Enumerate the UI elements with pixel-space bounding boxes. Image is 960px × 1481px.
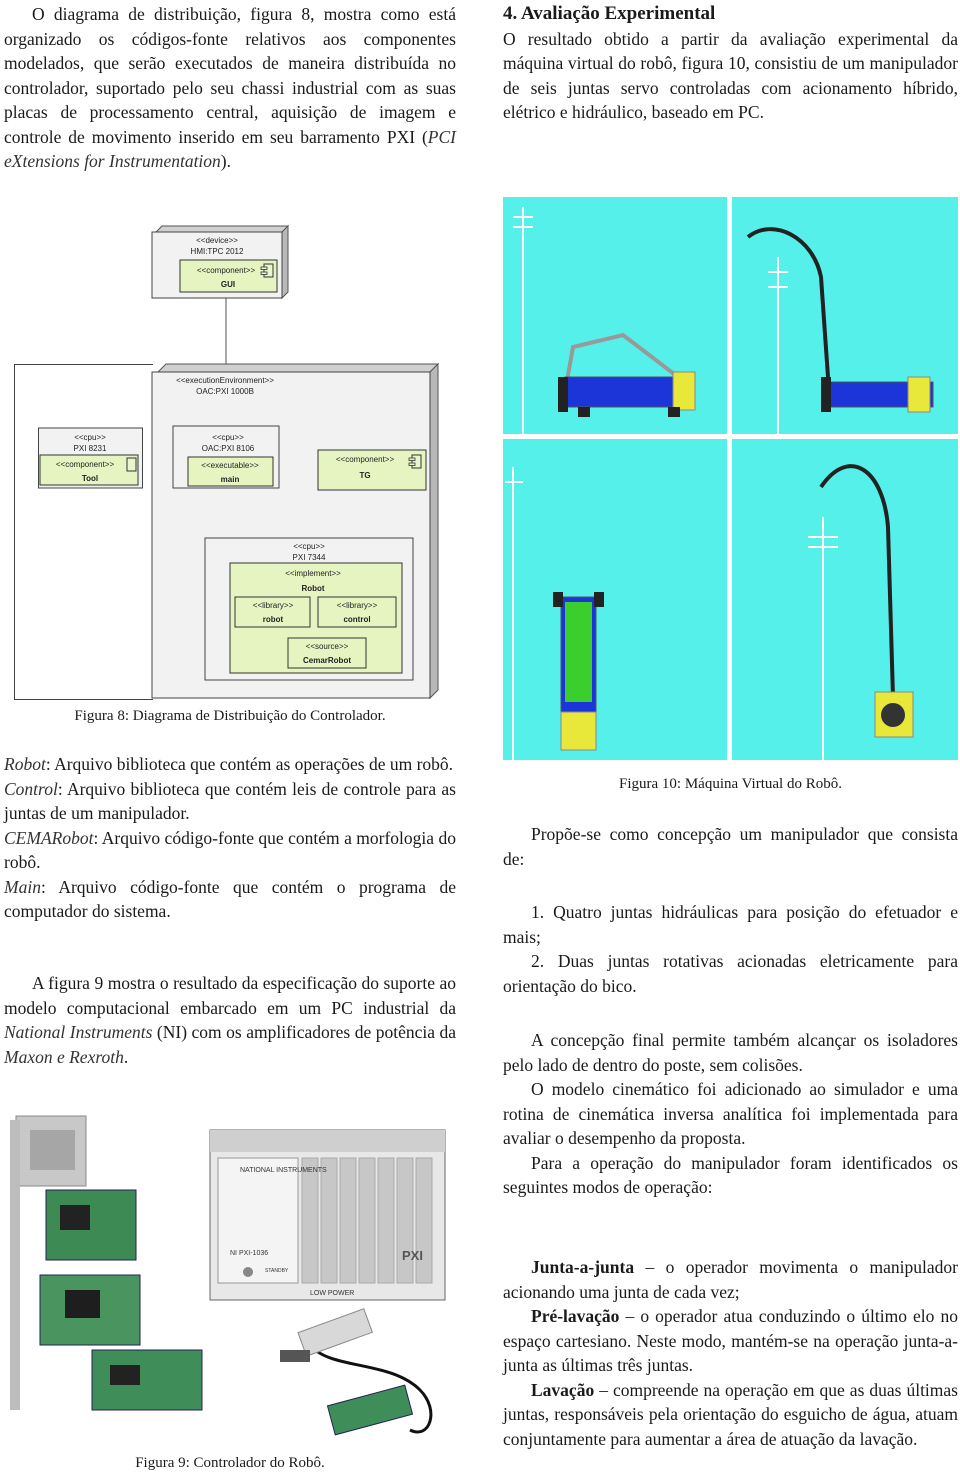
svg-text:<<library>>: <<library>> xyxy=(336,601,378,610)
device-stereo: <<device>> xyxy=(196,236,238,245)
svg-text:<<implement>>: <<implement>> xyxy=(285,569,341,578)
svg-text:LOW POWER: LOW POWER xyxy=(310,1290,355,1297)
svg-text:Tool: Tool xyxy=(81,474,99,483)
svg-text:CemarRobot: CemarRobot xyxy=(302,656,352,665)
device-name: HMI:TPC 2012 xyxy=(190,247,244,256)
svg-text:<<executable>>: <<executable>> xyxy=(201,461,259,470)
svg-text:main: main xyxy=(220,475,240,484)
figure-10-caption: Figura 10: Máquina Virtual do Robô. xyxy=(619,776,842,792)
svg-text:<<cpu>>: <<cpu>> xyxy=(293,542,325,551)
list-item: 1. Quatro juntas hidráulicas para posição do efetuador e mais; xyxy=(503,902,958,947)
env-frame-left xyxy=(14,364,153,700)
virtual-robot-figure xyxy=(503,197,958,760)
svg-text:<<component>>: <<component>> xyxy=(55,460,115,469)
figure-8-caption: Figura 8: Diagrama de Distribuição do Controlador. xyxy=(74,708,386,724)
section-heading: 4. Avaliação Experimental xyxy=(503,3,716,24)
figure-9-caption: Figura 9: Controlador do Robô. xyxy=(135,1455,325,1471)
proposal-list xyxy=(503,900,958,998)
pxi-boards xyxy=(10,1116,202,1410)
concept-paragraphs: A concepção final permite também alcançar os isoladores pelo lado de dentro do poste, sem colisões. O modelo cinemático foi adicionado ao simulador e uma rotina de cinemática inversa analítica foi implementada para avaliar o desempenho da proposta. Para a operação do manipulador foram identificados os seguintes modos de operação: xyxy=(503,1030,958,1197)
svg-text:<<cpu>>: <<cpu>> xyxy=(212,433,244,442)
svg-text:<<cpu>>: <<cpu>> xyxy=(74,433,106,442)
svg-text:<<executionEnvironment>>: <<executionEnvironment>> xyxy=(176,376,274,385)
list-item: 2. Duas juntas rotativas acionadas eletricamente para orientação do bico. xyxy=(503,951,958,996)
svg-text:PXI 7344: PXI 7344 xyxy=(292,553,326,562)
svg-text:TG: TG xyxy=(359,471,371,480)
mode-item: Pré-lavação – o operador atua conduzindo o último elo no espaço cartesiano. Neste modo, mantém-se na operação junta-a-junta as últimas três juntas. xyxy=(503,1306,958,1375)
figure-9-paragraph: A figura 9 mostra o resultado da especificação do suporte ao modelo computacional embarcado em um PC industrial da National Instruments (NI) com os amplificadores de potência da Maxon e Rexroth. xyxy=(4,973,456,1067)
deployment-diagram xyxy=(150,225,440,700)
svg-text:control: control xyxy=(343,615,371,624)
section-4-paragraph: O resultado obtido a partir da avaliação experimental da máquina virtual do robô, figura 10, consistiu de um manipulador de seis juntas servo controladas com acionamento híbrido, elétrico e hidráulico, baseado em PC. xyxy=(503,28,958,122)
svg-text:GUI: GUI xyxy=(220,280,236,289)
operation-modes xyxy=(503,1255,958,1451)
svg-text:<<component>>: <<component>> xyxy=(196,266,256,275)
section-4 xyxy=(503,2,958,125)
mode-item: Junta-a-junta – o operador movimenta o manipulador acionando uma junta de cada vez; xyxy=(503,1257,958,1302)
svg-text:<<source>>: <<source>> xyxy=(305,642,349,651)
svg-text:Robot: Robot xyxy=(301,584,325,593)
pxi-chassis xyxy=(210,1130,445,1300)
svg-text:PXI: PXI xyxy=(402,1248,423,1263)
svg-text:<<component>>: <<component>> xyxy=(335,455,395,464)
cable-and-card xyxy=(280,1309,431,1435)
definitions: Robot: Arquivo biblioteca que contém as operações de um robô. Control: Arquivo biblioteca que contém leis de controle para as juntas de um manipulador. CEMARobot: Arquivo código-fonte que contém a morfologia do robô. Main: Arquivo código-fonte que contém o programa de computador do sistema. xyxy=(4,754,456,921)
svg-text:robot: robot xyxy=(262,615,284,624)
svg-text:OAC:PXI 8106: OAC:PXI 8106 xyxy=(201,444,255,453)
svg-text:NATIONAL INSTRUMENTS: NATIONAL INSTRUMENTS xyxy=(240,1167,327,1174)
hardware-photo xyxy=(10,1110,450,1450)
svg-text:NI PXI-1036: NI PXI-1036 xyxy=(230,1250,269,1257)
svg-text:STANDBY: STANDBY xyxy=(265,1268,289,1274)
mode-item: Lavação – compreende na operação em que as duas últimas juntas, responsáveis pela orientação do esguicho de água, atuam conjuntamente para aumentar a área de atuação da lavação. xyxy=(503,1379,958,1449)
svg-text:<<library>>: <<library>> xyxy=(252,601,294,610)
proposal-paragraph: Propõe-se como concepção um manipulador que consista de: xyxy=(503,824,958,869)
svg-text:PXI 8231: PXI 8231 xyxy=(73,444,107,453)
intro-paragraph: O diagrama de distribuição, figura 8, mostra como está organizado os códigos-fonte relativos aos componentes modelados, que serão executados de maneira distribuída no controlador, suportado pelo seu chassi industrial com as suas placas de processamento central, aquisição de imagem e controle de movimento inserido em seu barramento PXI (PCI eXtensions for Instrumentation). xyxy=(4,4,456,171)
svg-text:OAC:PXI 1000B: OAC:PXI 1000B xyxy=(196,387,254,396)
